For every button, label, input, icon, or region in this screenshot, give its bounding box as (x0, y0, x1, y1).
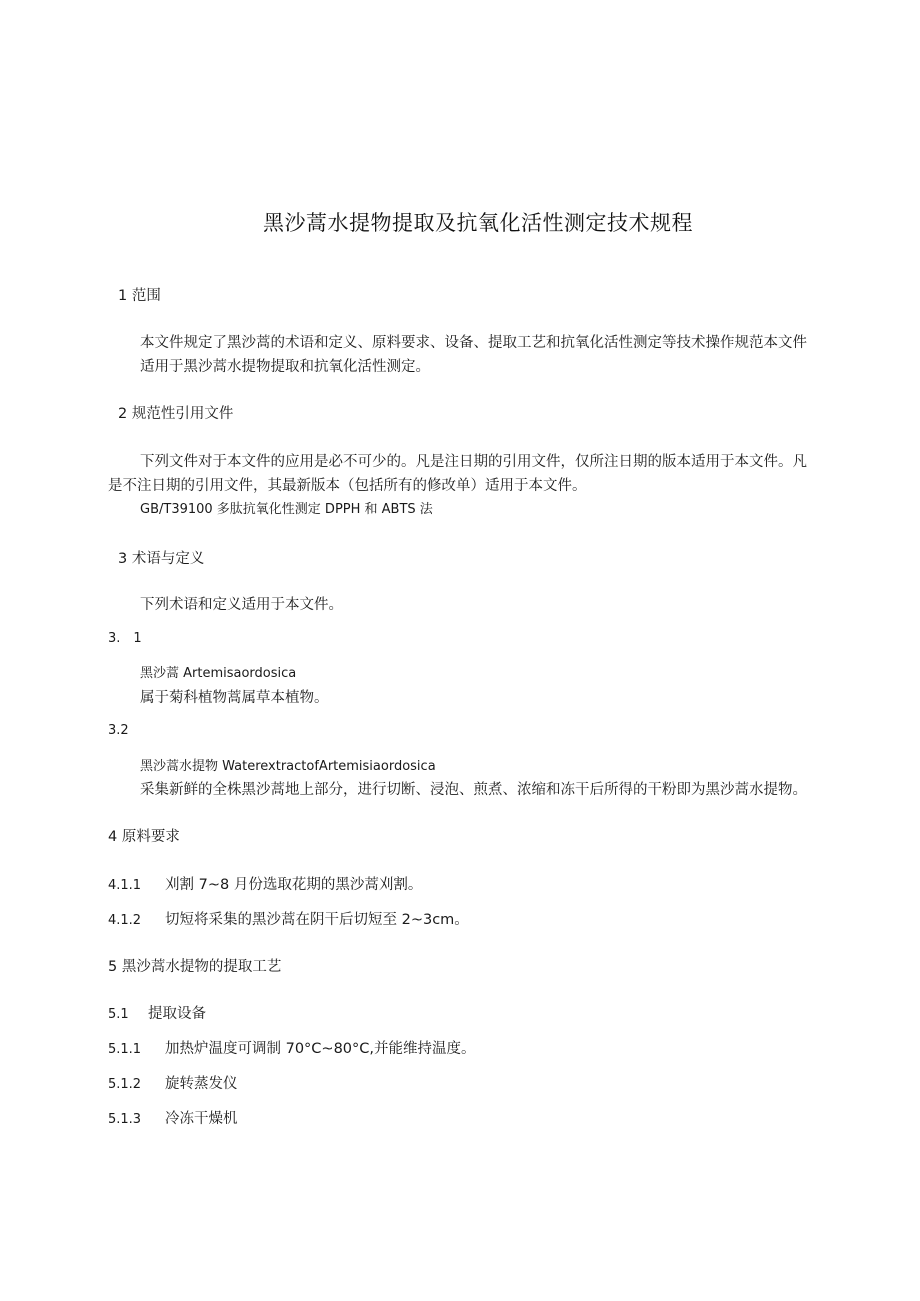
section-5-heading: 5 黑沙蒿水提物的提取工艺 (108, 959, 282, 975)
item-5-1-1-number: 5.1.1 (108, 1042, 142, 1057)
section-2-paragraph-line-2: 是不注日期的引用文件，其最新版本（包括所有的修改单）适用于本文件。 (108, 478, 587, 494)
section-4-heading: 4 原料要求 (108, 829, 180, 845)
item-4-1-1-number: 4.1.1 (108, 878, 142, 893)
document-title: 黑沙蒿水提物提取及抗氧化活性测定技术规程 (263, 211, 693, 235)
section-3-heading: 3 术语与定义 (118, 551, 205, 567)
section-1-heading: 1 范围 (118, 288, 161, 304)
subsection-5-1-title: 提取设备 (148, 1006, 206, 1022)
item-5-1-3-number: 5.1.3 (108, 1112, 142, 1127)
item-4-1-2-text: 切短将采集的黑沙蒿在阴干后切短至 2~3cm。 (165, 912, 469, 928)
item-5-1-1-text: 加热炉温度可调制 70°C~80°C,并能维持温度。 (165, 1041, 476, 1057)
term-1-definition: 属于菊科植物蒿属草本植物。 (140, 690, 329, 706)
section-3-intro: 下列术语和定义适用于本文件。 (140, 597, 343, 613)
item-4-1-2-number: 4.1.2 (108, 913, 142, 928)
term-1-name: 黑沙蒿 Artemisaordosica (140, 666, 297, 681)
section-2-paragraph-line-1: 下列文件对于本文件的应用是必不可少的。凡是注日期的引用文件，仅所注日期的版本适用于本文件。凡 (140, 454, 807, 470)
item-5-1-3-text: 冷冻干燥机 (165, 1111, 238, 1127)
item-5-1-2-number: 5.1.2 (108, 1077, 142, 1092)
term-2-definition: 采集新鲜的全株黑沙蒿地上部分，进行切断、浸泡、煎煮、浓缩和冻干后所得的干粉即为黑沙蒿水提物。 (140, 782, 807, 798)
item-4-1-1-text: 刈割 7~8 月份选取花期的黑沙蒿刈割。 (165, 877, 423, 893)
term-2-name: 黑沙蒿水提物 WaterextractofArtemisiaordosica (140, 759, 436, 774)
section-1-paragraph-line-1: 本文件规定了黑沙蒿的术语和定义、原料要求、设备、提取工艺和抗氧化活性测定等技术操作规范本文件 (140, 335, 807, 351)
section-2-heading: 2 规范性引用文件 (118, 406, 234, 422)
term-2-number: 3.2 (108, 723, 129, 738)
subsection-5-1-number: 5.1 (108, 1007, 129, 1022)
normative-reference: GB/T39100 多肽抗氧化性测定 DPPH 和 ABTS 法 (140, 502, 433, 517)
section-1-paragraph-line-2: 适用于黑沙蒿水提物提取和抗氧化活性测定。 (140, 359, 430, 375)
item-5-1-2-text: 旋转蒸发仪 (165, 1076, 238, 1092)
term-1-number: 3. 1 (108, 631, 142, 646)
